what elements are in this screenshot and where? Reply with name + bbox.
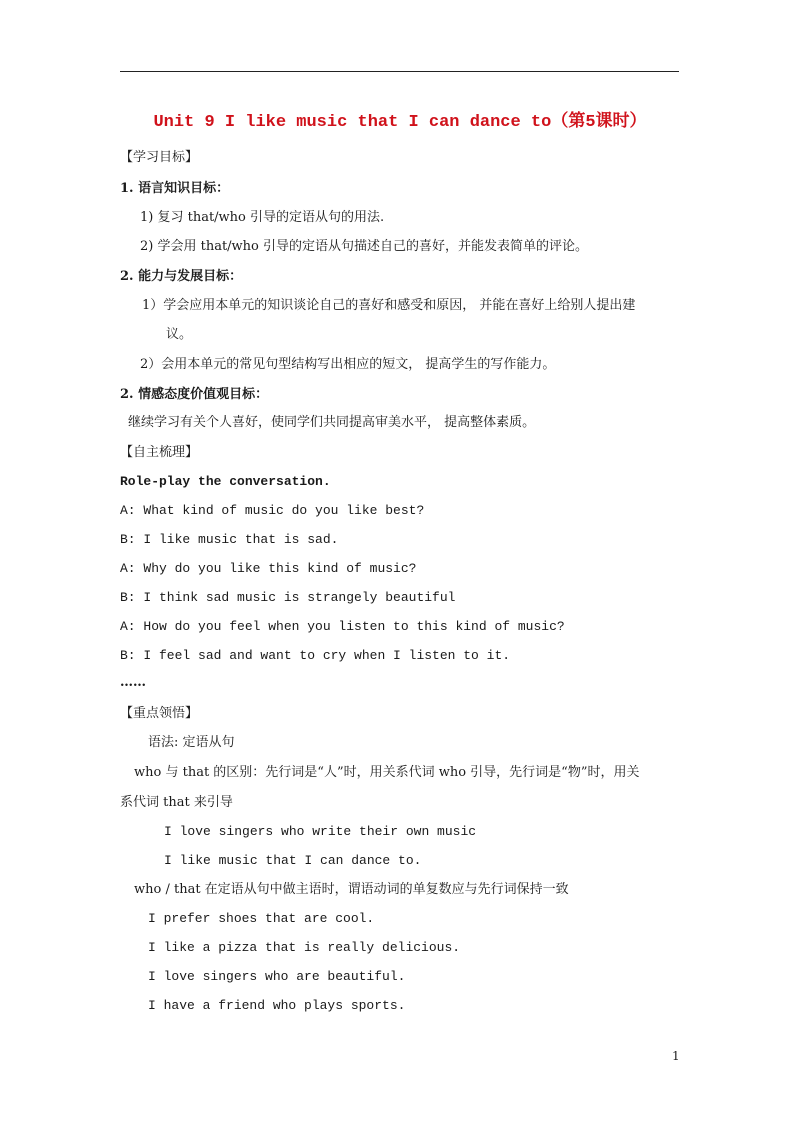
example-sentence: I like music that I can dance to. (164, 853, 422, 868)
section-header-key-points: 【重点领悟】 (120, 706, 199, 721)
example-sentence: I love singers who write their own music (164, 824, 477, 839)
dialog-line: B: I think sad music is strangely beautiful (120, 590, 456, 605)
dialog-line: A: What kind of music do you like best? (120, 503, 425, 518)
rule2: who / that 在定语从句中做主语时，谓语动词的单复数应与先行词保持一致 (134, 882, 569, 897)
goal1-item-1: 1) 复习 that/who 引导的定语从句的用法. (140, 210, 385, 225)
dialog-ellipsis: …… (120, 675, 146, 690)
dialog-line: A: Why do you like this kind of music? (120, 561, 417, 576)
role-play-intro: Role-play the conversation. (120, 474, 331, 489)
example-sentence: I love singers who are beautiful. (148, 969, 406, 984)
rule1-line2: 系代词 that 来引导 (120, 795, 233, 810)
goal2-item-1-line1: 1）学会应用本单元的知识谈论自己的喜好和感受和原因， 并能在喜好上给别人提出建 (142, 298, 636, 313)
rule1-line1: who 与 that 的区别：先行词是“人”时，用关系代词 who 引导，先行词是“物”时，用关 (134, 765, 640, 780)
dialog-line: A: How do you feel when you listen to this kind of music? (120, 619, 565, 634)
header-rule (120, 71, 679, 72)
dialog-line: B: I like music that is sad. (120, 532, 339, 547)
goal2-heading: 2. 能力与发展目标： (120, 269, 243, 284)
section-header-self-study: 【自主梳理】 (120, 445, 199, 460)
section-header-goals: 【学习目标】 (120, 150, 199, 165)
goal2-item-2: 2）会用本单元的常见句型结构写出相应的短文， 提高学生的写作能力。 (140, 357, 556, 372)
dialog-line: B: I feel sad and want to cry when I listen to it. (120, 648, 511, 663)
example-sentence: I prefer shoes that are cool. (148, 911, 375, 926)
goal3-heading: 2. 情感态度价值观目标： (120, 387, 269, 402)
page-title: Unit 9 I like music that I can dance to（第5课时） (153, 113, 647, 132)
goal3-text: 继续学习有关个人喜好，使同学们共同提高审美水平， 提高整体素质。 (128, 415, 536, 430)
page-number: 1 (672, 1049, 680, 1063)
grammar-topic: 语法: 定语从句 (148, 735, 235, 750)
goal1-heading: 1. 语言知识目标： (120, 181, 230, 196)
goal1-item-2: 2) 学会用 that/who 引导的定语从句描述自己的喜好，并能发表简单的评论。 (140, 239, 589, 254)
goal2-item-1-line2: 议。 (166, 327, 193, 342)
example-sentence: I have a friend who plays sports. (148, 998, 406, 1013)
example-sentence: I like a pizza that is really delicious. (148, 940, 461, 955)
